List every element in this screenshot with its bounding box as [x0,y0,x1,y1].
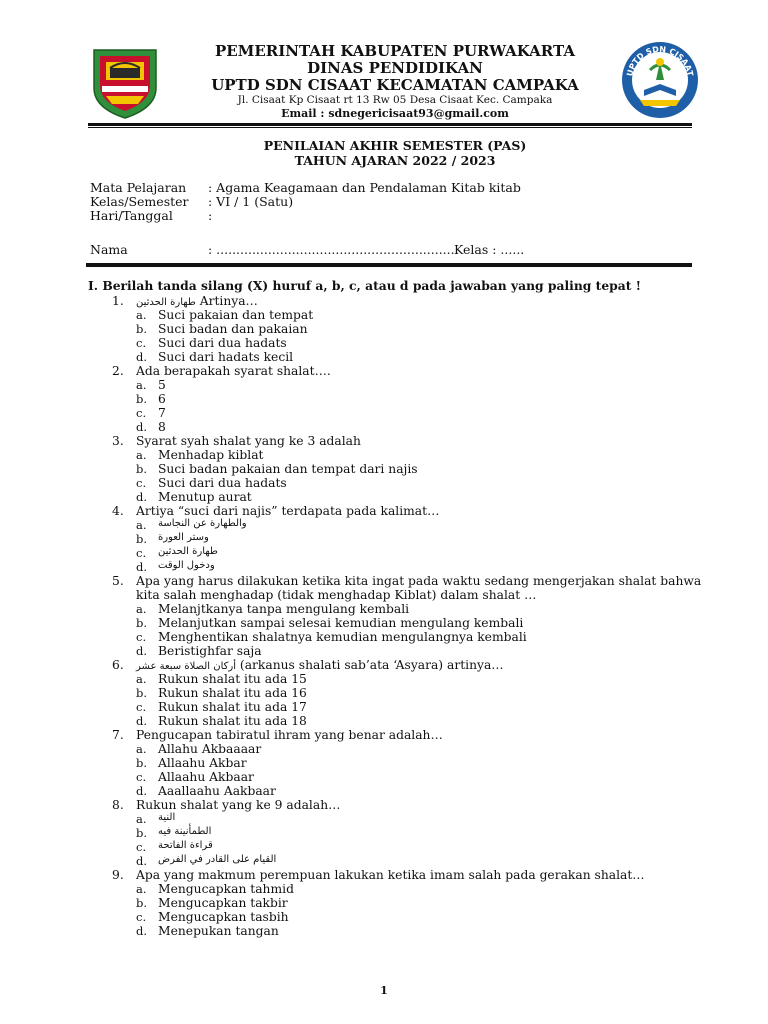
option-text: Rukun shalat itu ada 18 [158,714,307,728]
meta-subject-label: Mata Pelajaran [90,180,187,195]
question-number: 4. [112,504,124,518]
letterhead-divider [88,123,692,126]
option-letter: d. [136,490,148,504]
option-text: 8 [158,420,166,434]
question-arabic-text: طهارة الحدثين [136,297,196,308]
option-text: Rukun shalat itu ada 15 [158,672,307,686]
option-text: Mengucapkan tasbih [158,910,289,924]
option-text: Menepukan tangan [158,924,279,938]
option-text: Menutup aurat [158,490,252,504]
exam-year: TAHUN AJARAN 2022 / 2023 [294,153,496,168]
letterhead-divider-thin [88,127,692,128]
option-text: Suci badan pakaian dan tempat dari najis [158,462,418,476]
option-letter: b. [136,826,148,840]
question-text-part: Artinya… [195,294,258,308]
option-text: والطهارة عن النجاسة [158,518,247,529]
letterhead-line-2: DINAS PENDIDIKAN [307,59,483,77]
option-letter: d. [136,350,148,364]
school-logo-text: UPTD SDN CISAAT [625,44,695,78]
option-text: Aaallaahu Aakbaar [158,784,276,798]
option-text: 7 [158,406,166,420]
option-text: النية [158,812,176,823]
option-text: طهارة الحدثين [158,546,218,557]
question-number: 3. [112,434,124,448]
question-text [136,364,331,378]
option-letter: c. [136,910,147,924]
option-letter: d. [136,854,148,868]
option-text: Allaahu Akbar [158,756,247,770]
option-letter: a. [136,448,147,462]
question-text-part: Rukun shalat yang ke 9 adalah… [136,798,341,812]
option-text: Melanjutkan sampai selesai kemudian mengulang kembali [158,616,524,630]
option-letter: d. [136,420,148,434]
option-letter: d. [136,924,148,938]
meta-name-value: : ............................................................. [208,242,459,257]
option-letter: a. [136,882,147,896]
option-text: Suci dari dua hadats [158,336,287,350]
meta-subject-value: : Agama Keagamaan dan Pendalaman Kitab kitab [208,180,521,195]
question-text [136,574,701,588]
page-number: 1 [380,984,388,997]
option-letter: d. [136,644,148,658]
option-text: قراءة الفاتحة [158,840,213,851]
question-number: 5. [112,574,124,588]
school-emblem-icon [620,40,700,120]
option-text: Suci badan dan pakaian [158,322,308,336]
option-letter: b. [136,896,148,910]
question-text [136,504,439,518]
option-text: القيام على القادر في الفرض [158,854,277,865]
option-letter: a. [136,378,147,392]
option-letter: d. [136,714,148,728]
option-letter: c. [136,546,147,560]
body-divider [86,263,692,267]
exam-title: PENILAIAN AKHIR SEMESTER (PAS) [263,138,527,153]
question-number: 8. [112,798,124,812]
option-letter: d. [136,784,148,798]
option-letter: b. [136,392,148,406]
option-letter: c. [136,336,147,350]
option-text: Beristighfar saja [158,644,262,658]
section-instruction: I. Berilah tanda silang (X) huruf a, b, c, atau d pada jawaban yang paling tepat ! [88,278,642,293]
option-letter: c. [136,840,147,854]
option-letter: d. [136,560,148,574]
option-letter: b. [136,322,148,336]
option-text: Menhadap kiblat [158,448,264,462]
option-letter: b. [136,462,148,476]
option-text: 5 [158,378,166,392]
option-letter: a. [136,812,147,826]
meta-date-value: : [208,208,213,223]
question-text [136,658,504,672]
question-text [136,434,361,448]
option-letter: c. [136,700,147,714]
option-text: Mengucapkan tahmid [158,882,294,896]
meta-name-label: Nama [90,242,128,257]
question-text [136,294,258,308]
option-text: ودخول الوقت [158,560,215,571]
question-text-part: Syarat syah shalat yang ke 3 adalah [136,434,361,448]
meta-class-label: Kelas/Semester [90,194,189,209]
question-text-part: Artiya “suci dari najis” terdapata pada kalimat… [136,504,440,518]
question-number: 9. [112,868,124,882]
question-number: 1. [112,294,124,308]
letterhead-address: Jl. Cisaat Kp Cisaat rt 13 Rw 05 Desa Cisaat Kec. Campaka [237,94,553,106]
question-text [136,728,443,742]
option-letter: a. [136,308,147,322]
letterhead-line-1: PEMERINTAH KABUPATEN PURWAKARTA [215,42,575,60]
question-text-part: (arkanus shalati sab’ata ‘Asyara) artinya… [236,658,504,672]
meta-class-value: : VI / 1 (Satu) [208,194,294,209]
option-letter: b. [136,686,148,700]
question-text [136,868,645,882]
option-text: الطمأنينة فيه [158,826,212,837]
question-arabic-text: أركان الصلاة سبعة عشر [136,661,236,672]
letterhead-line-3: UPTD SDN CISAAT KECAMATAN CAMPAKA [211,76,579,94]
option-text: Menghentikan shalatnya kemudian mengulangnya kembali [158,630,527,644]
option-letter: b. [136,532,148,546]
question-text-part: Apa yang harus dilakukan ketika kita ingat pada waktu sedang mengerjakan shalat bahwa [136,574,702,588]
option-letter: a. [136,602,147,616]
question-text-continued: kita salah menghadap (tidak menghadap Kiblat) dalam shalat … [136,588,537,602]
question-text-part: Pengucapan tabiratul ihram yang benar adalah… [136,728,443,742]
purwakarta-emblem-icon [88,44,162,120]
question-number: 2. [112,364,124,378]
option-letter: c. [136,630,147,644]
option-text: Suci dari dua hadats [158,476,287,490]
question-text-part: Apa yang makmum perempuan lakukan ketika imam salah pada gerakan shalat… [136,868,645,882]
option-text: Rukun shalat itu ada 16 [158,686,307,700]
option-letter: a. [136,742,147,756]
option-text: Suci pakaian dan tempat [158,308,314,322]
option-letter: c. [136,770,147,784]
option-text: Allaahu Akbaar [158,770,254,784]
option-text: وستر العورة [158,532,209,543]
option-letter: b. [136,616,148,630]
option-letter: c. [136,406,147,420]
option-text: Suci dari hadats kecil [158,350,294,364]
option-text: Mengucapkan takbir [158,896,288,910]
question-number: 7. [112,728,124,742]
meta-class-blank: Kelas : ...... [454,242,525,257]
letterhead-email: Email : sdnegericisaat93@gmail.com [281,107,509,120]
option-letter: a. [136,672,147,686]
option-text: Allahu Akbaaaar [158,742,262,756]
question-text [136,798,340,812]
option-letter: b. [136,756,148,770]
option-text: Rukun shalat itu ada 17 [158,700,307,714]
option-letter: c. [136,476,147,490]
question-number: 6. [112,658,124,672]
meta-date-label: Hari/Tanggal [90,208,173,223]
option-text: Melanjtkanya tanpa mengulang kembali [158,602,410,616]
option-letter: a. [136,518,147,532]
option-text: 6 [158,392,166,406]
question-text-part: Ada berapakah syarat shalat…. [136,364,331,378]
